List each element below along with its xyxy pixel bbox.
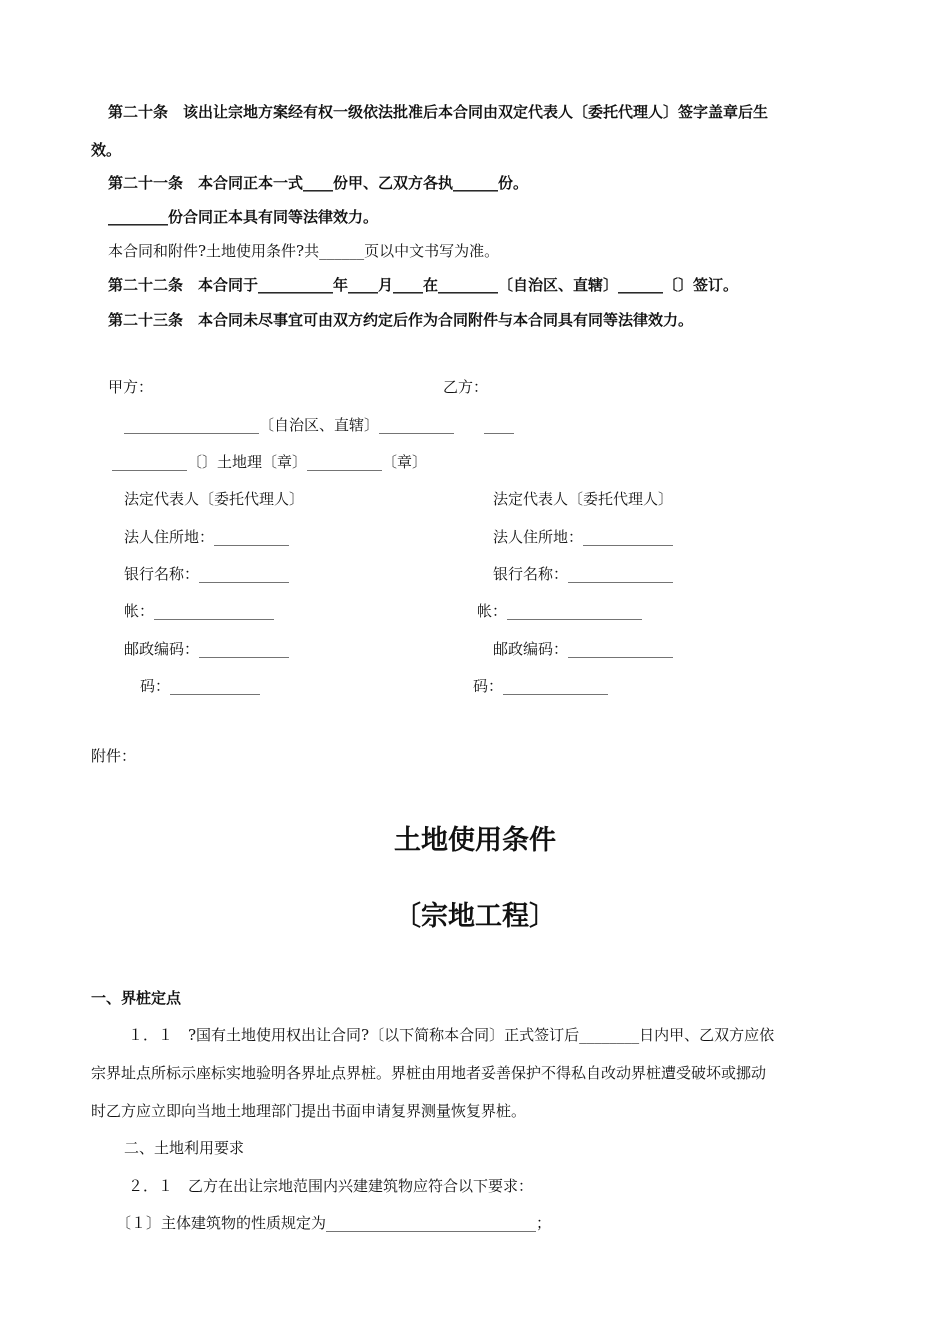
appendix-title: 土地使用条件 [394,825,556,856]
article-21-line1: 第二十一条 本合同正本一式____份甲、乙双方各执______份。 [108,174,529,192]
party-b-label: 乙方： [443,378,489,396]
section-1-paragraph-line1: １．１ ?国有土地使用权出让合同?〔以下简称本合同〕正式签订后________日内甲、乙双方应依 [128,1026,775,1044]
article-23: 第二十三条 本合同未尽事宜可由双方约定后作为合同附件与本合同具有同等法律效力。 [108,311,694,329]
party-a-account: 帐：________________ [124,602,275,620]
party-b-account: 帐：__________________ [477,602,643,620]
party-a-bank: 银行名称：____________ [124,565,290,583]
article-22: 第二十二条 本合同于__________年____月____在________〔自治区、直辖〕______〔〕签订。 [108,276,739,294]
section-1-paragraph-line2: 宗界址点所标示座标实地验明各界址点界桩。界桩由用地者妥善保护不得私自改动界桩遭受破坏或挪动 [91,1064,767,1082]
party-a-code: 码：____________ [140,677,261,695]
party-a-legal-rep: 法定代表人〔委托代理人〕 [124,490,305,508]
section-1-heading: 一、界桩定点 [91,989,182,1007]
party-b-bank: 银行名称：______________ [493,565,674,583]
party-b-address: 法人住所地：____________ [493,528,674,546]
party-b-legal-rep: 法定代表人〔委托代理人〕 [493,490,674,508]
section-2-item-1: 〔１〕主体建筑物的性质规定为____________________________； [116,1214,552,1232]
party-a-label: 甲方： [108,378,154,396]
signature-row1: __________________〔自治区、直辖〕__________ ____ [124,416,515,434]
section-1-paragraph-line3: 时乙方应立即向当地土地理部门提出书面申请复界测量恢复界桩。 [91,1102,527,1120]
party-a-address: 法人住所地：__________ [124,528,290,546]
signature-row2: __________〔〕土地理〔章〕__________〔章〕 [112,453,428,471]
article-21-line3: 本合同和附件?土地使用条件?共______页以中文书写为准。 [108,242,500,260]
appendix-subtitle: 〔宗地工程〕 [394,901,556,932]
article-20-line1: 第二十条 该出让宗地方案经有权一级依法批准后本合同由双定代表人〔委托代理人〕签字盖章后生 [108,103,769,121]
party-a-postcode: 邮政编码：____________ [124,640,290,658]
attachment-label: 附件： [91,747,137,765]
article-21-line2: ________份合同正本具有同等法律效力。 [108,208,379,226]
party-b-postcode: 邮政编码：______________ [493,640,674,658]
party-b-code: 码：______________ [473,677,609,695]
section-2-heading: 二、土地利用要求 [124,1139,245,1157]
section-2-paragraph: ２．１ 乙方在出让宗地范围内兴建建筑物应符合以下要求： [128,1177,534,1195]
article-20-line2: 效。 [91,141,122,159]
